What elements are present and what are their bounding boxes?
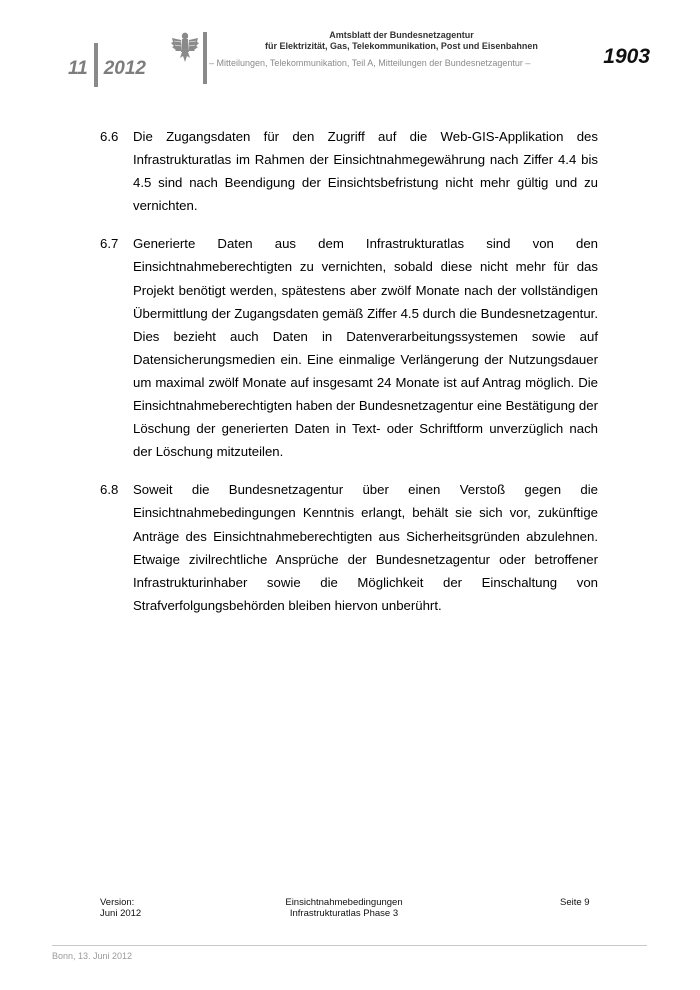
version-value: Juni 2012 (100, 908, 142, 919)
doc-title-line2: Infrastrukturatlas Phase 3 (289, 908, 399, 919)
gazette-title-line1: Amtsblatt der Bundesnetzagentur (329, 30, 474, 40)
issue-separator (94, 43, 98, 87)
clause-list (100, 125, 598, 632)
footer-divider (52, 945, 647, 946)
clause-text: Soweit die Bundesnetzagentur über einen Verstoß gegen die Einsichtnahmebedingungen Kenntnis erlangt, behält sie sich vor, zukünftige Anträge des Einsichtnahmeberechtigten aus Sicherheitsgründen abzulehnen. Etwaige zivilrechtliche Ansprüche der Bundesnetzagentur oder betroffener Infrastrukturinhaber sowie die Möglichkeit der Einschaltung von Strafverfolgungsbehörden bleiben hiervon unberührt. (133, 482, 598, 613)
clause-number: 6.7 (100, 236, 119, 252)
footer-document-title (244, 897, 444, 919)
version-label: Version: (100, 897, 135, 908)
footer-version (100, 897, 141, 919)
doc-title-line1: Einsichtnahmebedingungen (285, 897, 403, 908)
issue-year: 2012 (103, 58, 147, 79)
footer-page-label: Seite 9 (560, 897, 590, 908)
page-number: 1903 (603, 45, 650, 68)
clause-text: Die Zugangsdaten für den Zugriff auf die Web-GIS-Applikation des Infrastrukturatlas im Rahmen der Einsichtnahmegewährung nach Ziffer 4.4 bis 4.5 sind nach Beendigung der Einsichtsbefristung nicht mehr gültig und zu vernichten. (133, 129, 598, 214)
place-date: Bonn, 13. Juni 2012 (52, 951, 133, 961)
gazette-subtitle: – Mitteilungen, Telekommunikation, Teil A, Mitteilungen der Bundesnetzagentur – (209, 58, 531, 68)
gazette-title (214, 30, 589, 52)
clause-item (100, 232, 598, 463)
gazette-title-line2: für Elektrizität, Gas, Telekommunikation, Post und Eisenbahnen (265, 41, 538, 51)
header-divider (203, 32, 207, 84)
clause-text: Generierte Daten aus dem Infrastrukturatlas sind von den Einsichtnahmeberechtigten zu vernichten, sobald diese nicht mehr für das Projekt benötigt werden, spätestens aber zwölf Monate nach der vollständigen Übermittlung der Zugangsdaten gemäß Ziffer 4.5 durch die Bundesnetzagentur. Dies bezieht auch Daten in Datenverarbeitungssystemen sowie auf Datensicherungsmedien ein. Eine einmalige Verlängerung der Nutzungsdauer um maximal zwölf Monate auf insgesamt 24 Monate ist auf Antrag möglich. Die Einsichtnahmeberechtigten haben der Bundesnetzagentur eine Bestätigung der Löschung der generierten Daten in Text- oder Schriftform unverzüglich nach der Löschung mitzuteilen. (133, 236, 598, 460)
clause-item (100, 478, 598, 617)
issue-number: 11 (68, 58, 88, 79)
clause-number: 6.8 (100, 482, 119, 498)
clause-item (100, 125, 598, 217)
clause-number: 6.6 (100, 129, 119, 144)
federal-eagle-icon (170, 30, 200, 64)
issue-label (68, 47, 146, 91)
